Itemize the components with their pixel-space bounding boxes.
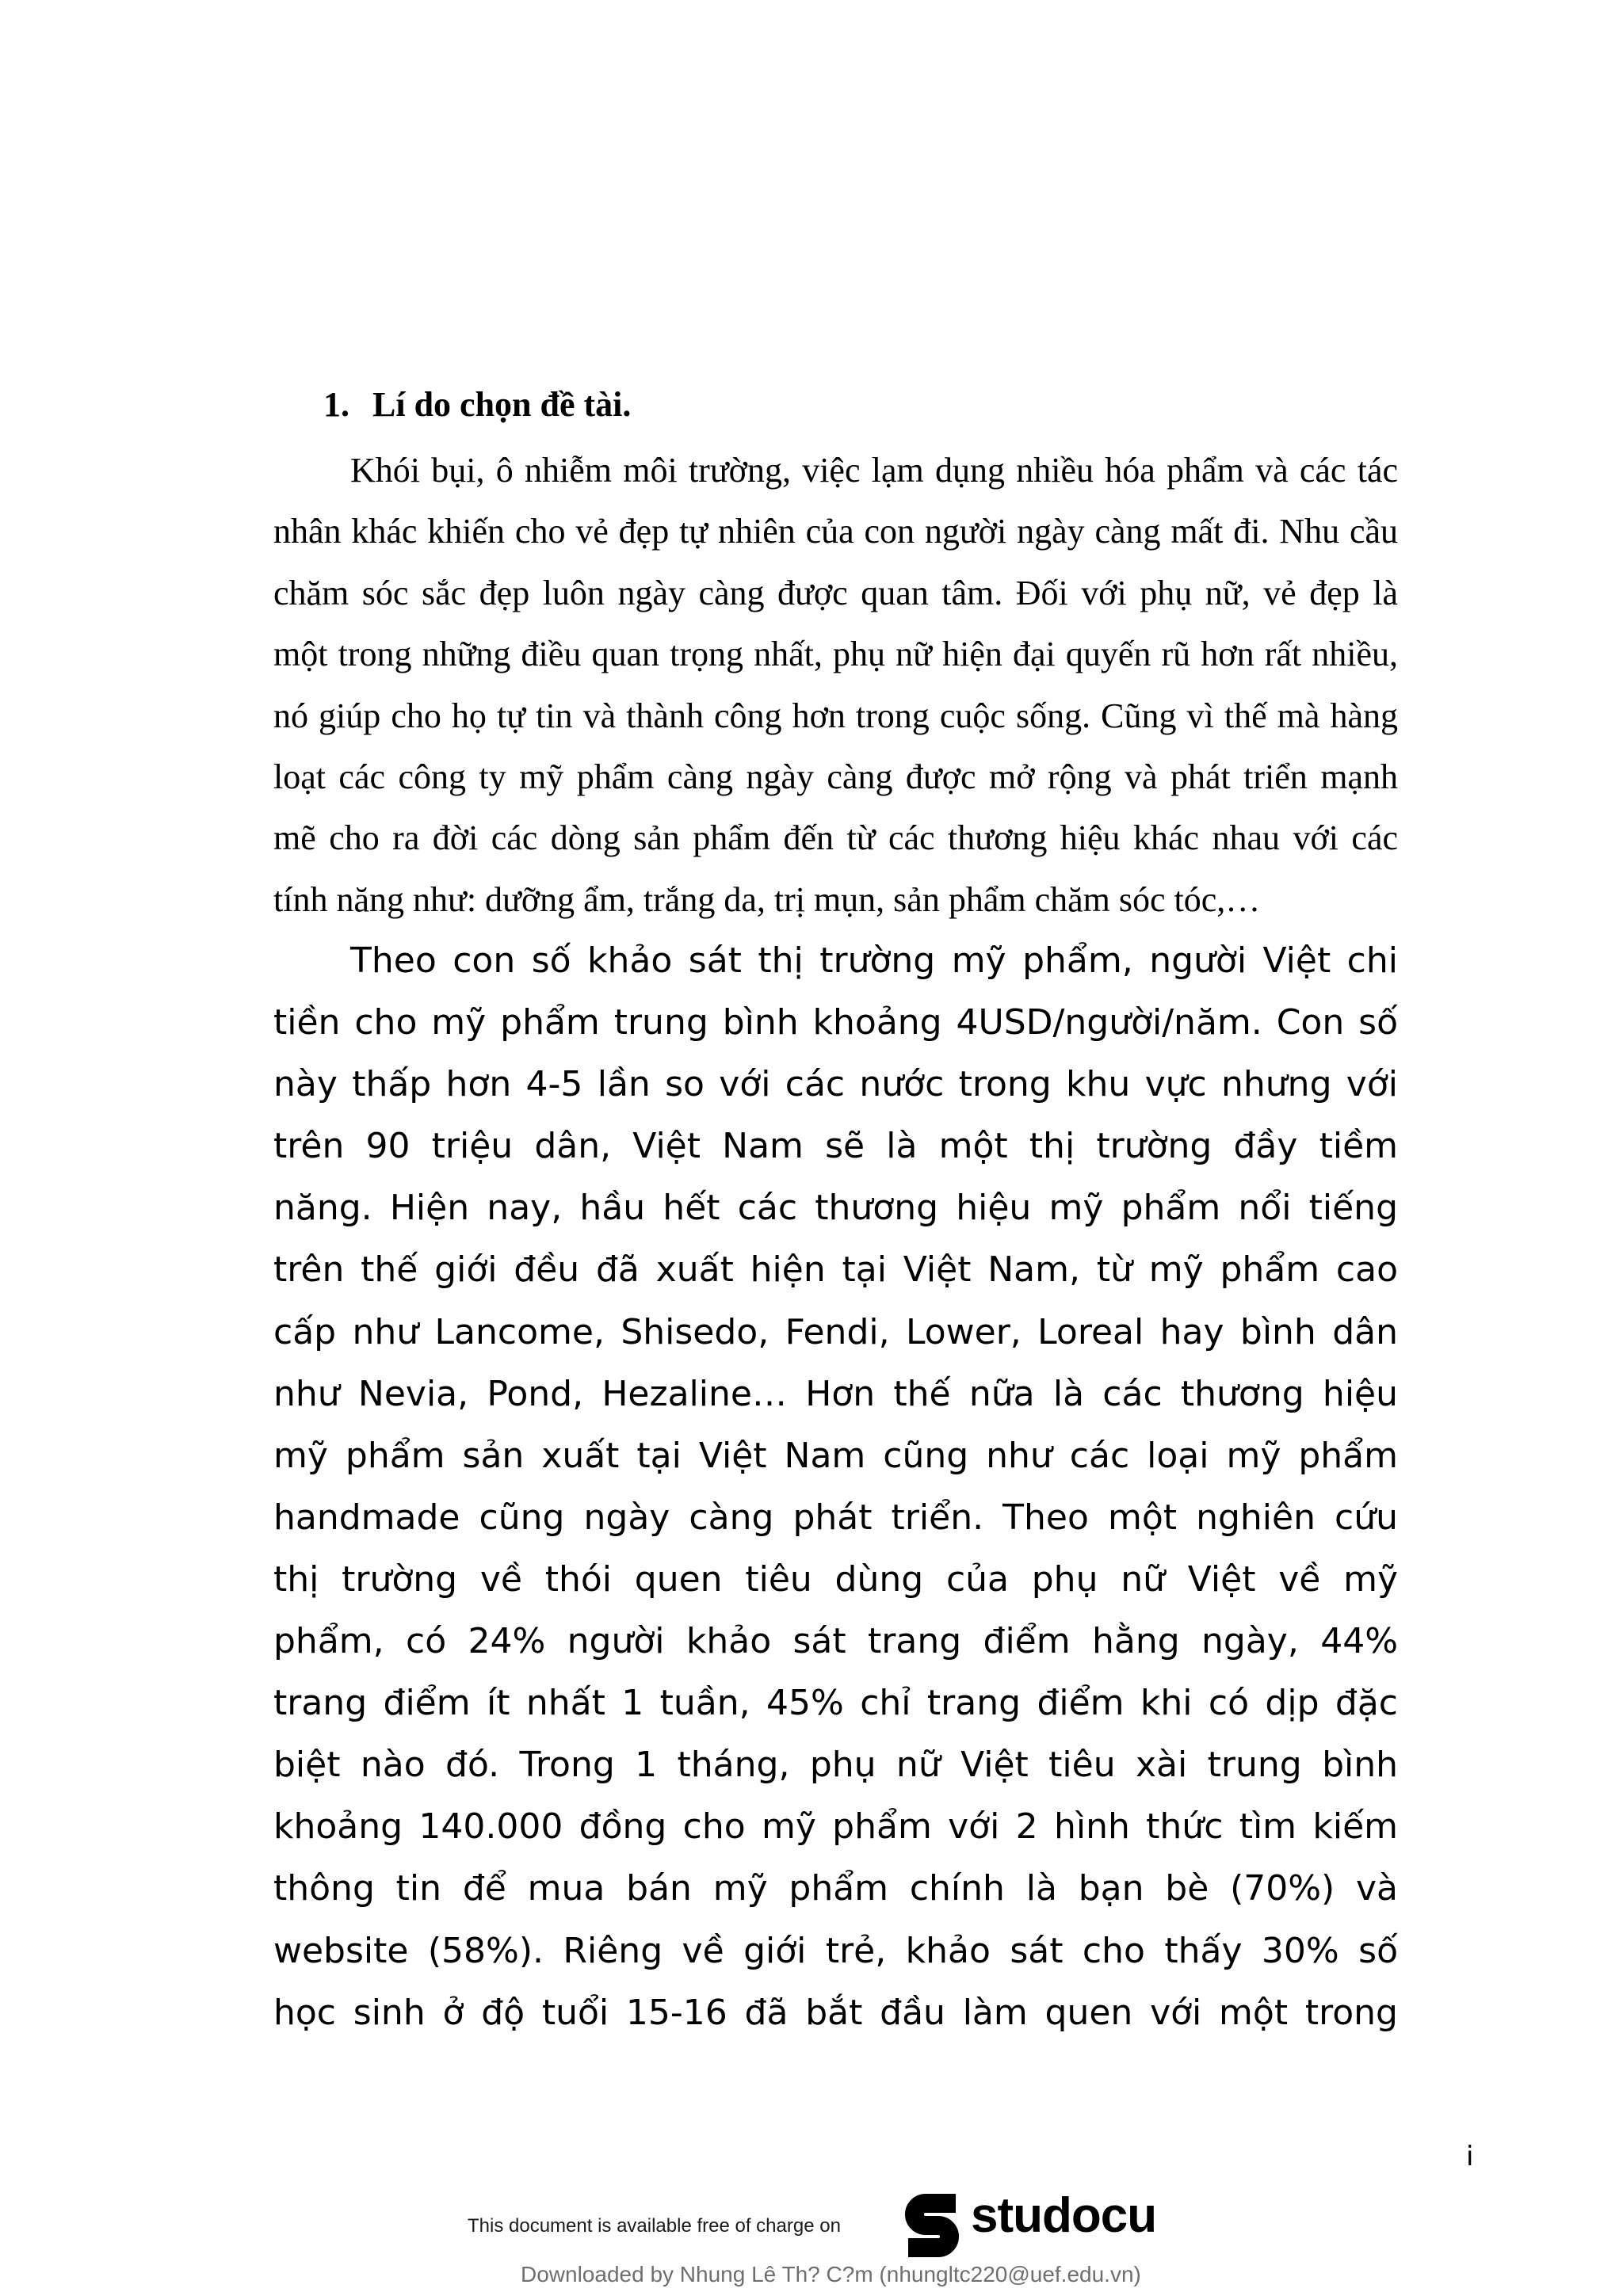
section-title: Lí do chọn đề tài. <box>372 385 632 424</box>
paragraph-line: Khói bụi, ô nhiễm môi trường, việc lạm dụng nhiều hóa phẩm và các tác <box>350 451 1398 490</box>
paragraph-line: như Nevia, Pond, Hezaline… Hơn thế nữa là các thương hiệu <box>273 1373 1398 1414</box>
paragraph-line: tiền cho mỹ phẩm trung bình khoảng 4USD/người/năm. Con số <box>273 1002 1398 1043</box>
paragraph-line: tính năng như: dưỡng ẩm, trắng da, trị mụn, sản phẩm chăm sóc tóc,… <box>273 879 1261 919</box>
paragraph-line: này thấp hơn 4-5 lần so với các nước trong khu vực nhưng với <box>273 1064 1398 1105</box>
paragraph-line: handmade cũng ngày càng phát triển. Theo một nghiên cứu <box>273 1497 1398 1538</box>
paragraph-line: mẽ cho ra đời các dòng sản phẩm đến từ các thương hiệu khác nhau với các <box>273 818 1398 858</box>
paragraph-line: trang điểm ít nhất 1 tuần, 45% chỉ trang điểm khi có dịp đặc <box>273 1683 1398 1724</box>
paragraph-line: năng. Hiện nay, hầu hết các thương hiệu mỹ phẩm nổi tiếng <box>273 1188 1398 1229</box>
paragraph-market-survey <box>273 930 1398 2044</box>
paragraph-line: trên 90 triệu dân, Việt Nam sẽ là một thị trường đầy tiềm <box>273 1126 1398 1167</box>
paragraph-line: website (58%). Riêng về giới trẻ, khảo sát cho thấy 30% số <box>273 1930 1398 1971</box>
paragraph-line: trên thế giới đều đã xuất hiện tại Việt Nam, từ mỹ phẩm cao <box>273 1249 1398 1291</box>
paragraph-line: cấp như Lancome, Shisedo, Fendi, Lower, Loreal hay bình dân <box>273 1311 1398 1352</box>
paragraph-line: thông tin để mua bán mỹ phẩm chính là bạn bè (70%) và <box>273 1868 1398 1909</box>
footer-availability-text: This document is available free of charge on <box>468 2215 841 2237</box>
paragraph-line: phẩm, có 24% người khảo sát trang điểm hằng ngày, 44% <box>273 1621 1398 1662</box>
paragraph-line: nó giúp cho họ tự tin và thành công hơn trong cuộc sống. Cũng vì thế mà hàng <box>273 696 1398 735</box>
paragraph-line: nhân khác khiến cho vẻ đẹp tự nhiên của con người ngày càng mất đi. Nhu cầu <box>273 512 1398 551</box>
paragraph-line: biệt nào đó. Trong 1 tháng, phụ nữ Việt tiêu xài trung bình <box>273 1745 1398 1786</box>
studocu-brand-text: studocu <box>971 2188 1157 2243</box>
paragraph-line: một trong những điều quan trọng nhất, phụ nữ hiện đại quyến rũ hơn rất nhiều, <box>273 635 1398 674</box>
paragraph-line: học sinh ở độ tuổi 15-16 đã bắt đầu làm quen với một trong <box>273 1992 1398 2033</box>
paragraph-line: chăm sóc sắc đẹp luôn ngày càng được quan tâm. Đối với phụ nữ, vẻ đẹp là <box>273 573 1398 612</box>
footer-download-text: Downloaded by Nhung Lê Th? C?m (nhungltc220@uef.edu.vn) <box>521 2262 1141 2286</box>
paragraph-line: khoảng 140.000 đồng cho mỹ phẩm với 2 hình thức tìm kiếm <box>273 1806 1398 1848</box>
studocu-logo-icon <box>900 2192 964 2259</box>
page-number: i <box>1466 2141 1474 2172</box>
paragraph-line: thị trường về thói quen tiêu dùng của phụ nữ Việt về mỹ <box>273 1558 1398 1600</box>
section-heading <box>0 374 1623 435</box>
paragraph-line: Theo con số khảo sát thị trường mỹ phẩm, người Việt chi <box>350 940 1398 981</box>
paragraph-intro <box>273 440 1398 930</box>
paragraph-line: mỹ phẩm sản xuất tại Việt Nam cũng như các loại mỹ phẩm <box>273 1435 1398 1476</box>
paragraph-line: loạt các công ty mỹ phẩm càng ngày càng được mở rộng và phát triển mạnh <box>273 757 1398 796</box>
section-number: 1. <box>323 385 349 424</box>
